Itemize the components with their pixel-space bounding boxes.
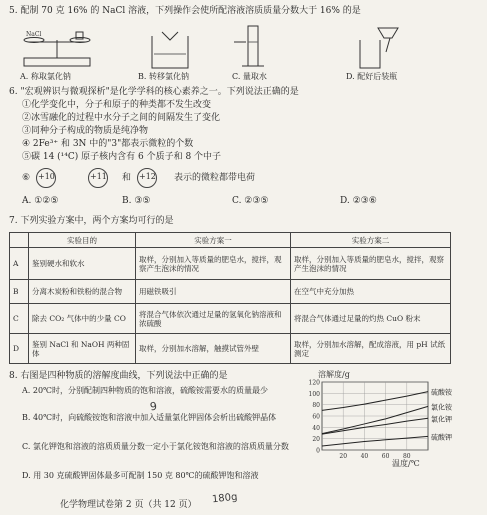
q7-header-row (10, 233, 451, 248)
q6-choice-c: C. ②③⑤ (232, 196, 269, 206)
x-tick-label: 40 (360, 453, 369, 460)
atom-charge-1: +10 (38, 172, 55, 181)
row-plan2: 取样，分别加水溶解，配成溶液，用 pH 试纸测定 (291, 334, 451, 364)
table-row (10, 248, 451, 280)
row-goal: 除去 CO₂ 气体中的少量 CO (29, 304, 136, 334)
q6-item-2: ②冰雪融化的过程中水分子之间的间隔发生了变化 (22, 113, 221, 123)
row-key: B (10, 280, 29, 304)
row-key: D (10, 334, 29, 364)
bottle-figure (350, 22, 410, 72)
q8-option-c: C. 氯化钾饱和溶液的溶质质量分数一定小于氯化铵饱和溶液的溶质质量分数 (22, 442, 289, 451)
q7-table (9, 232, 451, 364)
row-plan2: 取样，分别加入等质量的肥皂水，搅拌，观察产生泡沫的情况 (291, 248, 451, 280)
q8-stem: 8. 右图是四种物质的溶解度曲线，下列说法中正确的是 (9, 371, 228, 381)
y-tick-label: 20 (312, 436, 320, 444)
q6-item-5: ⑤碳 14 (¹⁴C) 原子核内含有 6 个质子和 8 个中子 (22, 152, 222, 162)
row-key: A (10, 248, 29, 280)
row-plan2: 在空气中充分加热 (291, 280, 451, 304)
chart-xlabel: 温度/℃ (392, 459, 420, 468)
q7-header-key (10, 233, 29, 248)
y-tick-label: 40 (312, 424, 320, 432)
q6-item-1: ①化学变化中，分子和原子的种类都不发生改变 (22, 100, 212, 110)
y-tick-label: 120 (308, 379, 320, 387)
beaker-figure (140, 28, 200, 72)
q7-header-goal: 实验目的 (29, 233, 136, 248)
row-key: C (10, 304, 29, 334)
row-plan1: 取样，分别加入等质量的肥皂水，搅拌，观察产生泡沫的情况 (136, 248, 291, 280)
q6-choice-d: D. ②③⑥ (340, 196, 377, 206)
q7-stem: 7. 下列实验方案中，两个方案均可行的是 (9, 216, 174, 226)
row-plan1: 用磁铁吸引 (136, 280, 291, 304)
q8-option-a: A. 20℃时，分别配制四种物质的饱和溶液，硫酸铵需要水的质量最少 (22, 386, 268, 395)
chart-ylabel: 溶解度/g (318, 370, 350, 379)
table-row (10, 280, 451, 304)
row-goal: 鉴别 NaCl 和 NaOH 两种固体 (29, 334, 136, 364)
q6-item-6-text: 表示的微粒都带电荷 (174, 173, 256, 183)
q8-option-b: B. 40℃时，向硫酸铵饱和溶液中加入适量氯化钾固体会析出硫酸钾晶体 (22, 413, 277, 422)
series-line-4 (322, 436, 428, 446)
series-label-1: 硫酸铵 (431, 388, 452, 397)
row-plan1: 将混合气体依次通过足量的氢氧化钠溶液和浓硫酸 (136, 304, 291, 334)
q6-choice-a: A. ①②⑤ (22, 196, 59, 206)
row-goal: 鉴别硬水和软水 (29, 248, 136, 280)
solubility-chart (300, 368, 480, 468)
q6-item-6-join: 和 (122, 173, 132, 183)
atom-charge-2: +11 (90, 172, 107, 181)
row-plan2: 将混合气体通过足量的灼热 CuO 粉末 (291, 304, 451, 334)
x-tick-label: 60 (381, 453, 390, 460)
q6-item-4: ④ 2Fe³⁺ 和 3N 中的"3"都表示微粒的个数 (22, 139, 194, 149)
series-label-2: 氯化铵 (431, 403, 452, 412)
balance-nacl-label: NaCl (26, 31, 42, 38)
page-footer: 化学物理试卷第 2 页（共 12 页） (60, 500, 197, 510)
q8-option-d: D. 用 30 克硫酸钾固体最多可配制 150 克 80℃的硫酸钾饱和溶液 (22, 471, 259, 480)
series-label-4: 硫酸钾 (431, 433, 452, 442)
q6-choice-b: B. ③⑤ (122, 196, 151, 206)
q5-option-d: D. 配好后装瓶 (346, 72, 398, 81)
q7-header-plan1: 实验方案一 (136, 233, 291, 248)
series-line-3 (322, 418, 428, 434)
y-tick-label: 60 (312, 413, 320, 421)
balance-figure (18, 26, 96, 70)
q5-option-c: C. 量取水 (232, 72, 267, 81)
x-tick-label: 20 (339, 453, 348, 460)
q5-option-b: B. 转移氯化钠 (138, 72, 189, 81)
table-row (10, 334, 451, 364)
q7-header-plan2: 实验方案二 (291, 233, 451, 248)
q6-item-6-prefix: ⑥ (22, 173, 31, 183)
row-plan1: 取样，分别加水溶解，触摸试管外壁 (136, 334, 291, 364)
x-tick-label: 80 (402, 453, 411, 460)
table-row (10, 304, 451, 334)
q6-item-3: ③同种分子构成的物质是纯净物 (22, 126, 149, 136)
q5-option-a: A. 称取氯化钠 (20, 72, 71, 81)
q6-stem: 6. "宏观辨识与微观探析"是化学学科的核心素养之一。下列说法正确的是 (9, 87, 299, 97)
row-goal: 分离木炭粉和铁粉的混合物 (29, 280, 136, 304)
y-tick-label: 100 (308, 390, 320, 398)
y-tick-label: 0 (316, 447, 320, 455)
cylinder-figure (232, 22, 282, 72)
series-label-3: 氯化钾 (431, 415, 452, 424)
q5-stem: 5. 配制 70 克 16% 的 NaCl 溶液，下列操作会使所配溶液溶质质量分数大于 16% 的是 (9, 6, 361, 16)
handwriting-footer-note: 180g (211, 491, 238, 506)
atom-charge-3: +12 (139, 172, 156, 181)
handwriting-margin-note: 9 (149, 399, 158, 414)
series-line-1 (322, 392, 428, 411)
y-tick-label: 80 (312, 402, 320, 410)
